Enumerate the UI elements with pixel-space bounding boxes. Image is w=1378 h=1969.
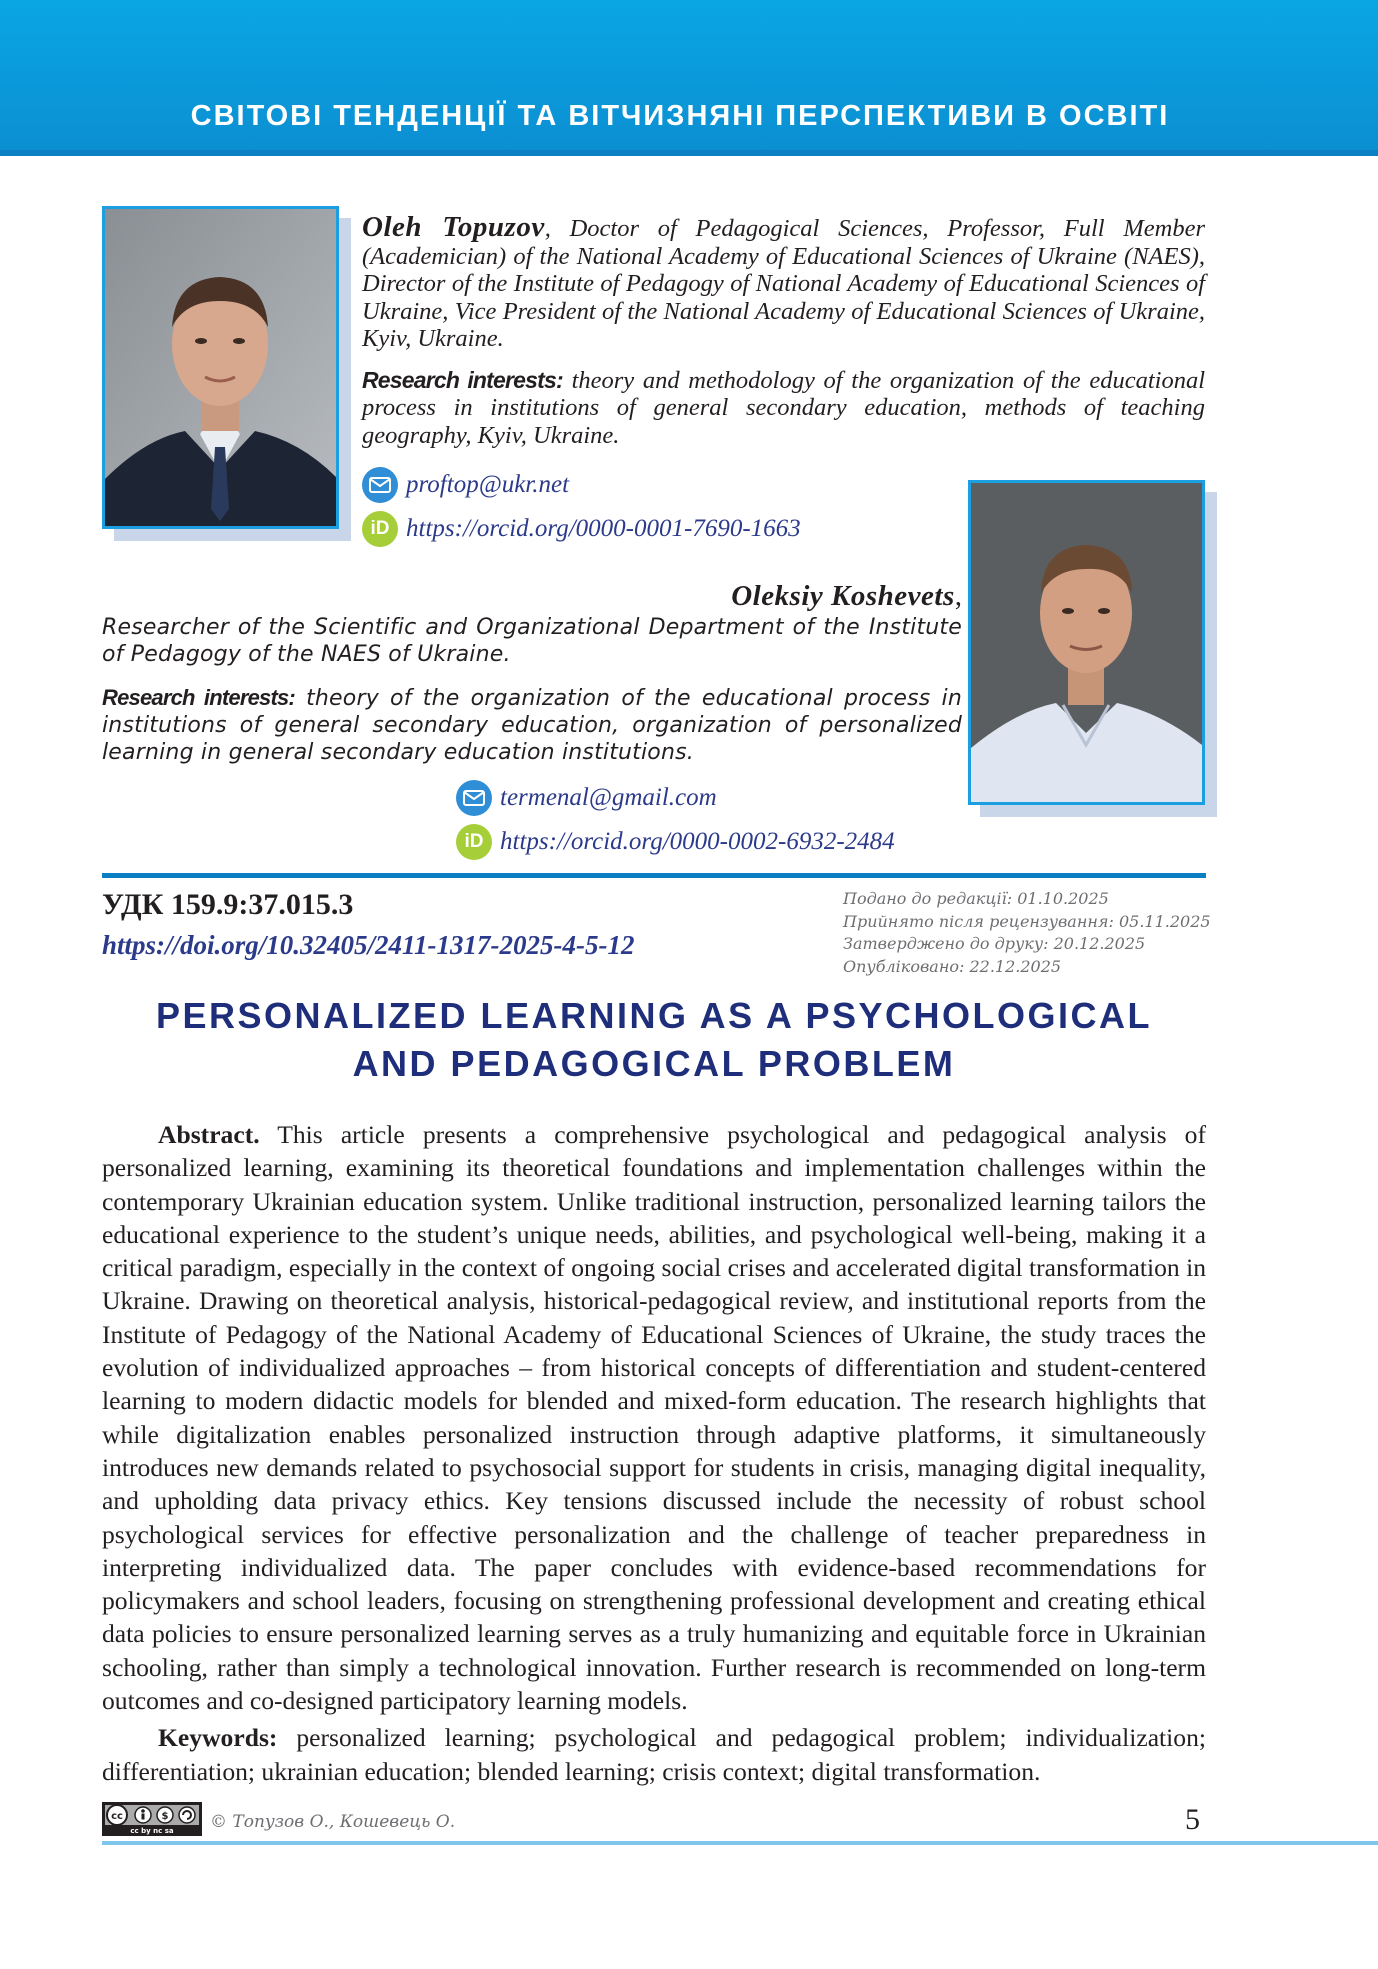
- header-divider: [0, 150, 1378, 156]
- author1-contacts: [362, 465, 801, 549]
- cc-license-text: cc by nc sa: [130, 1827, 174, 1835]
- orcid-icon: iD: [456, 824, 492, 860]
- svg-text:$: $: [161, 1811, 169, 1822]
- date-accepted: Прийнято після рецензування: 05.11.2025: [843, 911, 1211, 931]
- journal-section-title: СВІТОВІ ТЕНДЕНЦІЇ ТА ВІТЧИЗНЯНІ ПЕРСПЕКТИВИ В ОСВІТІ: [190, 100, 1170, 132]
- author2-portrait-image: [971, 483, 1202, 802]
- article-title: [102, 992, 1206, 1088]
- author1-research-interests: [362, 367, 1205, 450]
- udk-code: УДК 159.9:37.015.3: [102, 888, 354, 921]
- author1-photo: [102, 206, 339, 529]
- keywords-label: Keywords:: [158, 1723, 278, 1753]
- author2-contacts: [456, 778, 895, 862]
- mail-icon: [362, 467, 398, 503]
- author2-orcid-row[interactable]: [456, 822, 895, 862]
- author2-research-label: Research interests:: [102, 685, 295, 710]
- abstract-section: [102, 1118, 1206, 1788]
- author1-research-text: theory and methodology of the organization of the educational process in institutions of general secondary education, methods of teaching geography, Kyiv, Ukraine.: [362, 366, 1206, 449]
- date-approved: Затверджено до друку: 20.12.2025: [843, 934, 1146, 953]
- cc-license-badge: [102, 1802, 202, 1836]
- abstract-text: This article presents a comprehensive psychological and pedagogical analysis of personalized learning, examining its theoretical foundations and implementation challenges within the contemporary Ukrainian education system. Unlike traditional instruction, personalized learning tailors the educational experience to the student’s unique needs, abilities, and psychological well-being, making it a critical paradigm, especially in the context of ongoing social crises and accelerated digital transformation in Ukraine. Drawing on theoretical analysis, historical-pedagogical review, and institutional reports from the Institute of Pedagogy of the National Academy of Educational Sciences of Ukraine, the study traces the evolution of individualized approaches – from historical concepts of differentiation and student-centered learning to modern didactic models for blended and mixed-form education. The research highlights that while digitalization enables personalized instruction through adaptive platforms, it simultaneously introduces new demands related to psychosocial support for students in crisis, managing digital inequality, and upholding data privacy ethics. Key tensions discussed include the necessity of robust school psychological services for effective personalization and the challenge of teacher preparedness in interpreting individualized data. The paper concludes with evidence-based recommendations for policymakers and school leaders, focusing on strengthening professional development and creating ethical data policies to ensure personalized learning serves as a truly humanizing and equitable force in Ukrainian schooling, rather than simply a technological innovation. Further research is recommended on long-term outcomes and co-designed participatory learning models.: [102, 1120, 1206, 1716]
- mail-icon: [456, 780, 492, 816]
- author2-orcid-link[interactable]: https://orcid.org/0000-0002-6932-2484: [500, 828, 895, 855]
- article-title-line1: PERSONALIZED LEARNING AS A PSYCHOLOGICAL: [155, 995, 1153, 1036]
- cc-by-nc-sa-icon: [103, 1803, 201, 1835]
- author2-name-suffix: ,: [954, 580, 962, 612]
- date-published: Опубліковано: 22.12.2025: [843, 956, 1062, 976]
- author2-name-line: [102, 580, 962, 613]
- date-submitted: Подано до редакції: 01.10.2025: [843, 889, 1109, 908]
- keywords-paragraph: [102, 1721, 1206, 1788]
- orcid-icon: iD: [362, 511, 398, 547]
- author1-research-label: Research interests:: [362, 366, 563, 393]
- submission-dates: [843, 888, 1223, 978]
- author1-orcid-link[interactable]: https://orcid.org/0000-0001-7690-1663: [406, 515, 801, 542]
- article-title-line2: AND PEDAGOGICAL PROBLEM: [352, 1043, 956, 1084]
- author1-email-link[interactable]: proftop@ukr.net: [406, 471, 570, 498]
- svg-text:cc: cc: [111, 1811, 123, 1822]
- author1-orcid-row[interactable]: [362, 509, 801, 549]
- author2-email-link[interactable]: termenal@gmail.com: [500, 784, 717, 811]
- copyright-notice: © Топузов О., Кошевець О.: [210, 1812, 456, 1832]
- abstract-label: Abstract.: [158, 1120, 260, 1149]
- doi-link[interactable]: https://doi.org/10.32405/2411-1317-2025-4-5-12: [102, 930, 635, 960]
- author2-name: Oleksiy Koshevets: [731, 580, 955, 612]
- footer-divider: [102, 1841, 1378, 1845]
- abstract-paragraph: [102, 1118, 1206, 1717]
- author1-bio: [362, 211, 1206, 449]
- author1-portrait-image: [105, 209, 336, 526]
- author1-name: Oleh Topuzov: [362, 211, 545, 243]
- author1-description: , Doctor of Pedagogical Sciences, Professor, Full Member (Academician) of the National Academy of Educational Sciences of Ukraine (NAES), Director of the Institute of Pedagogy of National Academy of Educational Sciences of Ukraine, Vice President of the National Academy of Educational Sciences of Ukraine, Kyiv, Ukraine.: [362, 215, 1205, 352]
- author2-research-interests: [102, 684, 962, 766]
- author2-description: Researcher of the Scientific and Organizational Department of the Institute of Pedagogy of the NAES of Ukraine.: [102, 615, 962, 667]
- author2-email-row[interactable]: [456, 778, 895, 818]
- section-divider: [102, 873, 1206, 878]
- author2-research-text: theory of the organization of the educational process in institutions of general secondary education, organization of personalized learning in general secondary education institutions.: [102, 686, 962, 765]
- author2-photo: [968, 480, 1205, 805]
- page-number: 5: [1185, 1803, 1200, 1836]
- author1-email-row[interactable]: [362, 465, 801, 505]
- keywords-text: personalized learning; psychological and pedagogical problem; individualization; differentiation; ukrainian education; blended learning; crisis context; digital transformation.: [102, 1723, 1206, 1786]
